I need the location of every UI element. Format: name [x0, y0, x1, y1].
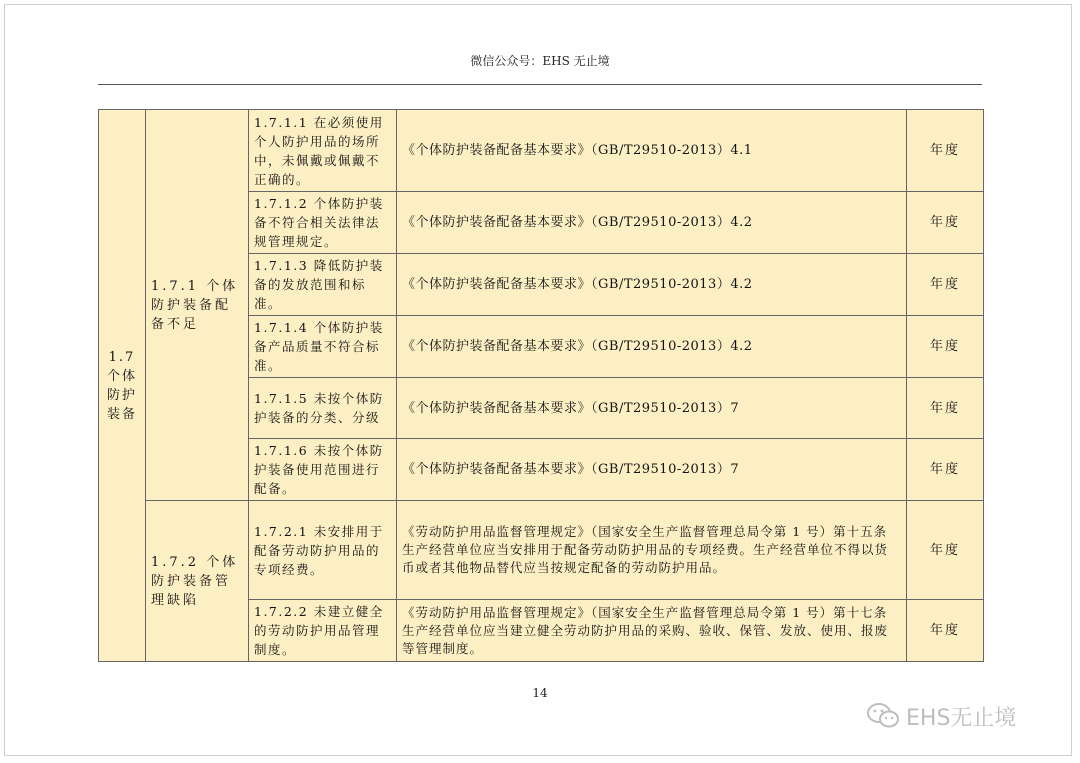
table-row: [99, 501, 984, 600]
inspection-table: [98, 109, 984, 662]
watermark: [866, 701, 1016, 731]
watermark-text: EHS无止境: [906, 705, 1017, 731]
frequency-cell: 年度: [907, 439, 984, 501]
basis-cell: 《个体防护装备配备基本要求》（GB/T29510-2013）7: [397, 439, 907, 501]
frequency-cell: 年度: [907, 501, 984, 600]
basis-cell: 《个体防护装备配备基本要求》（GB/T29510-2013）4.2: [397, 254, 907, 316]
item-cell: 1.7.2.2 未建立健全的劳动防护用品管理制度。: [249, 600, 397, 662]
item-cell: 1.7.1.6 未按个体防护装备使用范围进行配备。: [249, 439, 397, 501]
section-code: 1.7: [108, 349, 136, 365]
item-cell: 1.7.1.2 个体防护装备不符合相关法律法规管理规定。: [249, 192, 397, 254]
frequency-cell: 年度: [907, 316, 984, 378]
basis-cell: 《劳动防护用品监督管理规定》（国家安全生产监督管理总局令第 1 号）第十五条 生产经营单位应当安排用于配备劳动防护用品的专项经费。生产经营单位不得以货币或者其他物品替代应当按规定配备的劳动防护用品。: [397, 501, 907, 600]
item-cell: 1.7.2.1 未安排用于配备劳动防护用品的专项经费。: [249, 501, 397, 600]
wechat-icon: [866, 702, 900, 730]
frequency-cell: 年度: [907, 254, 984, 316]
basis-cell: 《劳动防护用品监督管理规定》（国家安全生产监督管理总局令第 1 号）第十七条 生产经营单位应当建立健全劳动防护用品的采购、验收、保管、发放、使用、报废等管理制度。: [397, 600, 907, 662]
page-header: 微信公众号：EHS 无止境: [470, 54, 610, 68]
item-cell: 1.7.1.3 降低防护装备的发放范围和标准。: [249, 254, 397, 316]
section-name-line: 个体: [106, 368, 137, 384]
group-label: 1.7.2 个体防护装备管理缺陷: [146, 501, 249, 662]
section-name-line: 装备: [106, 406, 137, 422]
item-cell: 1.7.1.1 在必须使用个人防护用品的场所中，未佩戴或佩戴不正确的。: [249, 110, 397, 192]
header-rule: [98, 84, 982, 85]
basis-cell: 《个体防护装备配备基本要求》（GB/T29510-2013）7: [397, 378, 907, 439]
frequency-cell: 年度: [907, 600, 984, 662]
basis-cell: 《个体防护装备配备基本要求》（GB/T29510-2013）4.2: [397, 316, 907, 378]
frequency-cell: 年度: [907, 378, 984, 439]
basis-cell: 《个体防护装备配备基本要求》（GB/T29510-2013）4.1: [397, 110, 907, 192]
item-cell: 1.7.1.4 个体防护装备产品质量不符合标准。: [249, 316, 397, 378]
table-row: [99, 110, 984, 192]
section-cell: [99, 110, 146, 662]
frequency-cell: 年度: [907, 110, 984, 192]
item-cell: 1.7.1.5 未按个体防护装备的分类、分级: [249, 378, 397, 439]
basis-cell: 《个体防护装备配备基本要求》（GB/T29510-2013）4.2: [397, 192, 907, 254]
page-number: 14: [532, 686, 548, 700]
section-name-line: 防护: [106, 387, 137, 403]
group-label: 1.7.1 个体防护装备配备不足: [146, 110, 249, 501]
frequency-cell: 年度: [907, 192, 984, 254]
